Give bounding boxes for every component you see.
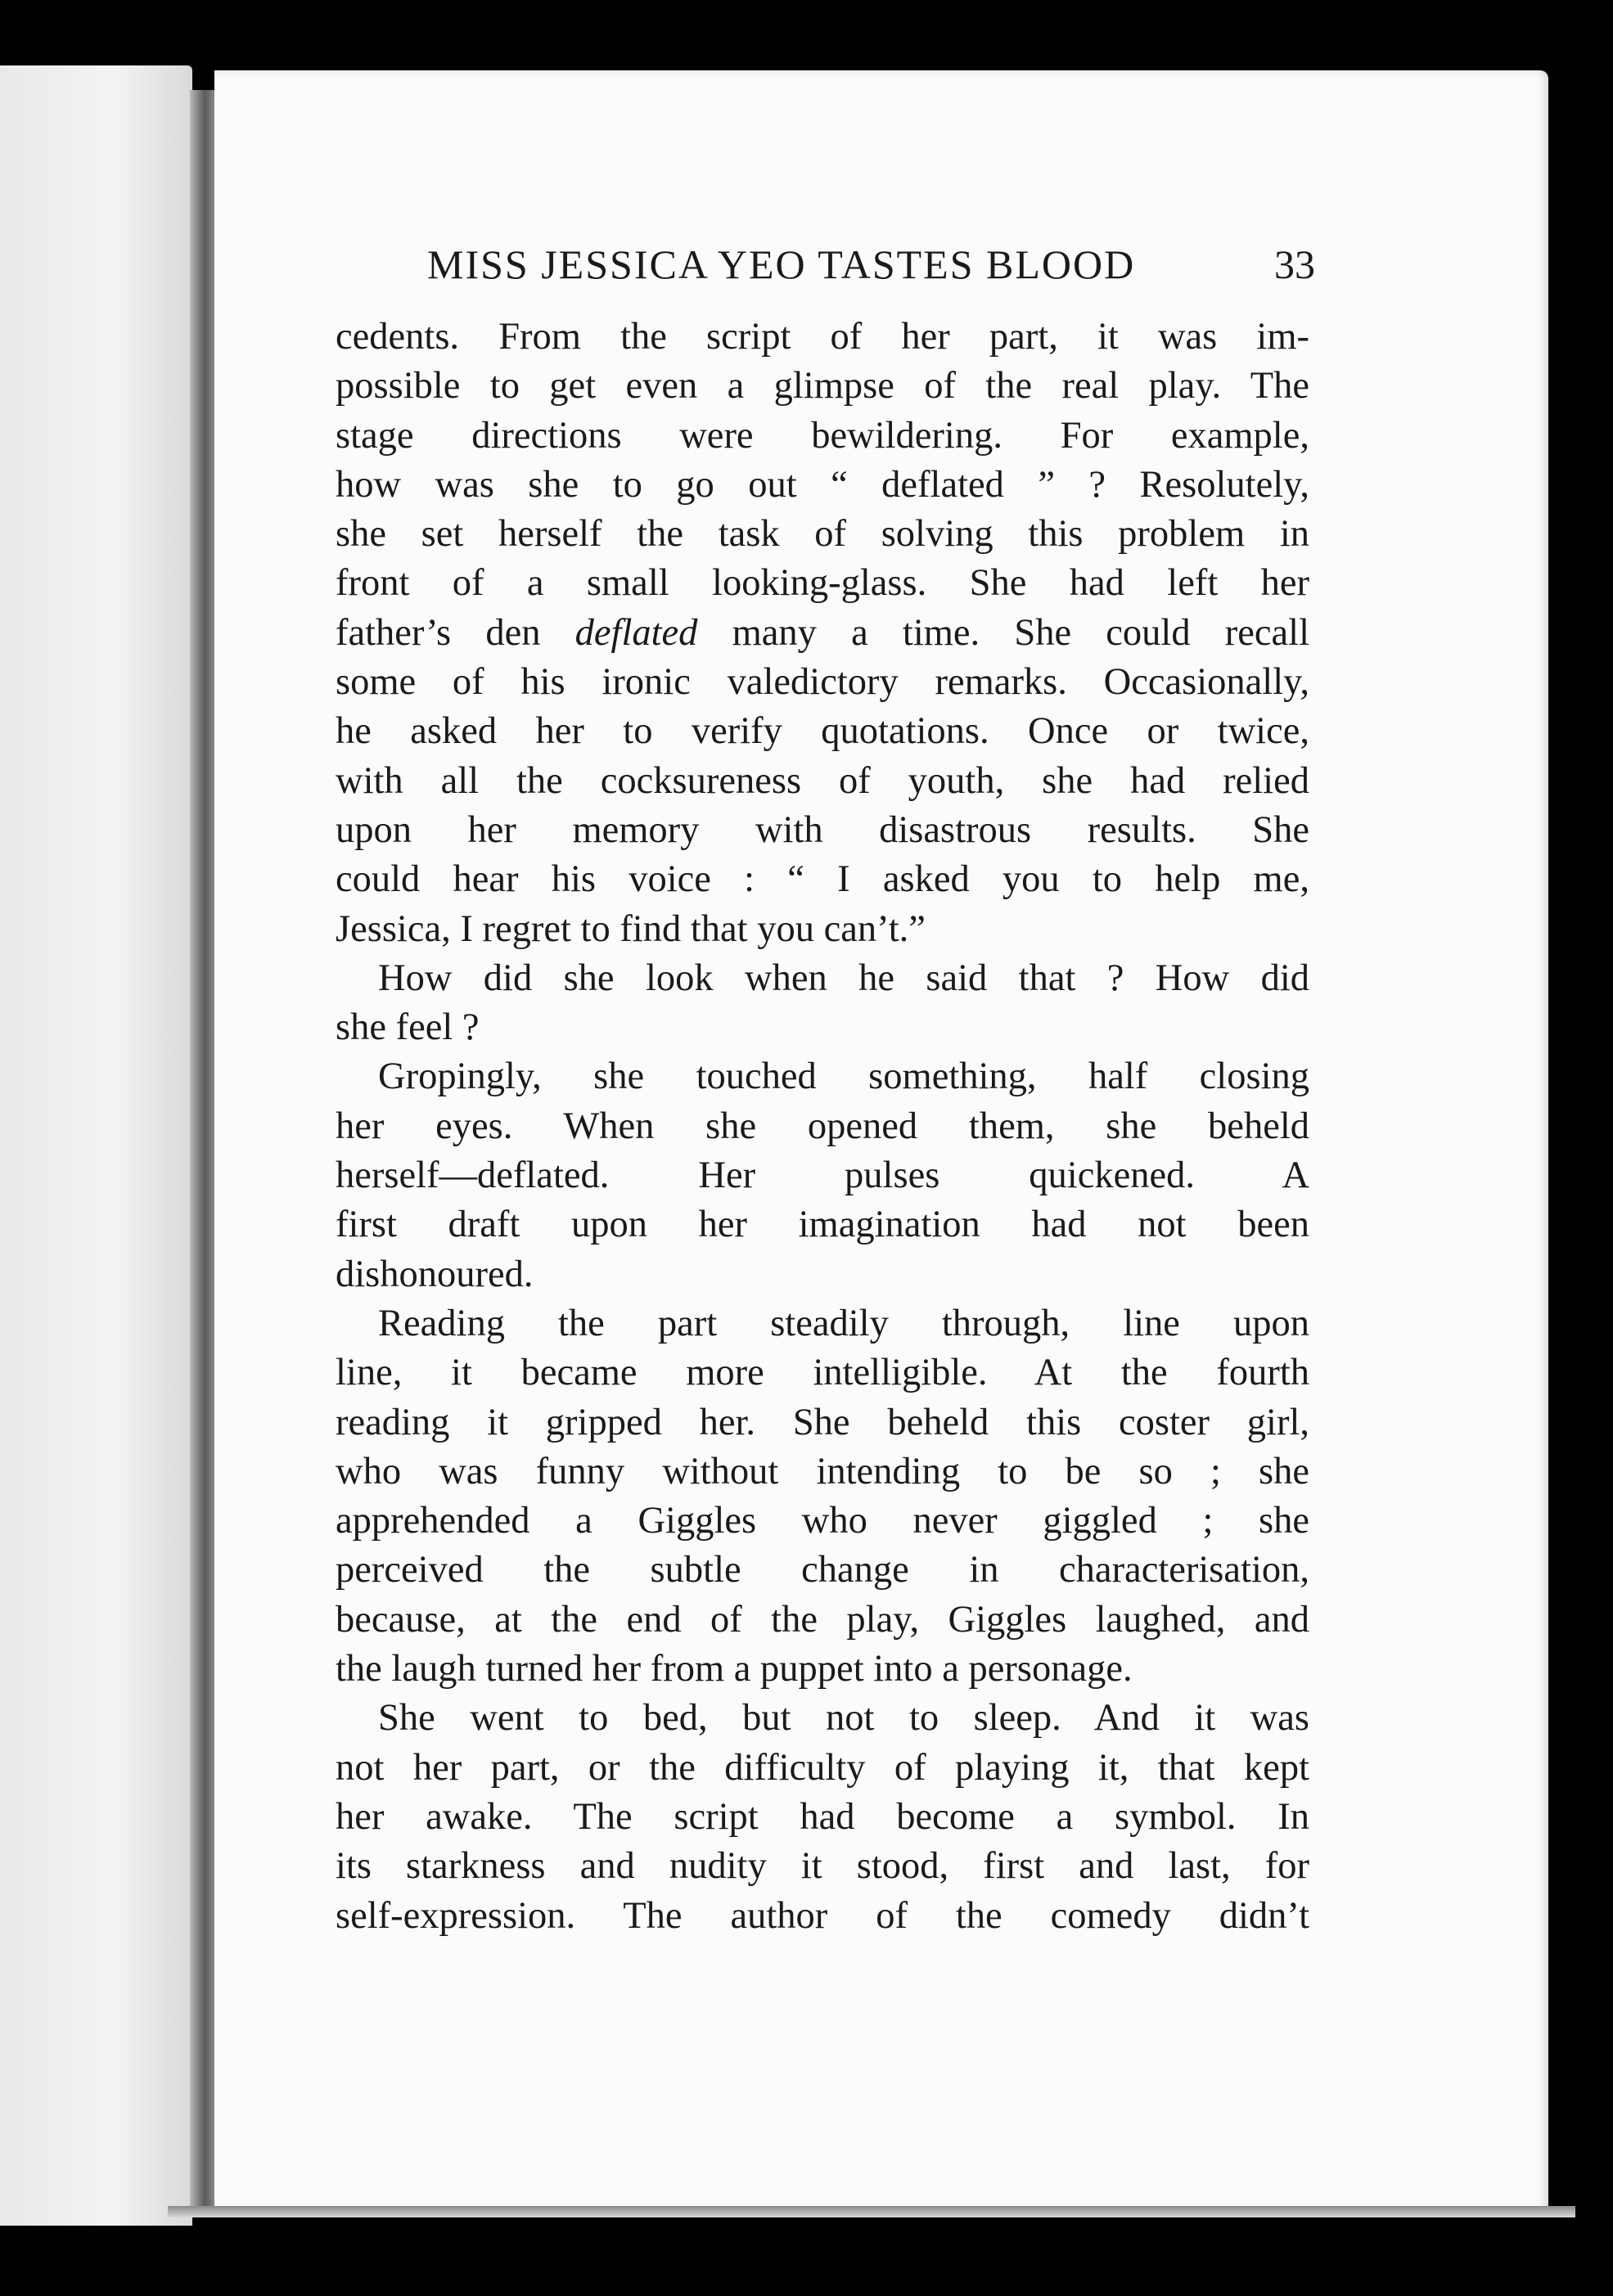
text-line: he asked her to verify quotations. Once or twice,	[336, 710, 1309, 753]
text-line: not her part, or the difficulty of playing it, that kept	[336, 1746, 1309, 1789]
text-line: apprehended a Giggles who never giggled ; she	[336, 1500, 1309, 1542]
text-line: Reading the part steadily through, line upon	[378, 1302, 1309, 1344]
text-line: How did she look when he said that ? How did	[378, 957, 1309, 999]
italic-word: deflated	[574, 611, 698, 654]
text-line: upon her memory with disastrous results. She	[336, 808, 1309, 851]
page-number: 33	[1274, 241, 1315, 287]
text-line	[336, 609, 1309, 658]
text-line: how was she to go out “ deflated ” ? Resolutely,	[336, 463, 1309, 506]
running-title: MISS JESSICA YEO TASTES BLOOD	[427, 241, 1136, 287]
text-line: could hear his voice : “ I asked you to help me,	[336, 858, 1309, 901]
text-line: Jessica, I regret to find that you can’t.”	[336, 907, 926, 950]
text-line: herself—deflated. Her pulses quickened. A	[336, 1155, 1309, 1197]
text-line: with all the cocksureness of youth, she had relied	[336, 759, 1309, 802]
book-gutter	[190, 90, 218, 2209]
text-run: father’s den	[336, 611, 575, 654]
text-line: perceived the subtle change in characterisation,	[336, 1549, 1309, 1591]
text-line: front of a small looking-glass. She had left her	[336, 562, 1309, 605]
text-line: who was funny without intending to be so ; she	[336, 1450, 1309, 1492]
running-head	[393, 229, 1346, 303]
text-line: line, it became more intelligible. At the fourth	[336, 1352, 1309, 1394]
text-line: cedents. From the script of her part, it was im-	[336, 316, 1309, 358]
text-line: Gropingly, she touched something, half closing	[378, 1056, 1309, 1098]
text-line: dishonoured.	[336, 1253, 534, 1295]
text-line: She went to bed, but not to sleep. And it was	[378, 1697, 1309, 1740]
text-line: her eyes. When she opened them, she beheld	[336, 1105, 1309, 1147]
text-line: some of his ironic valedictory remarks. Occasionally,	[336, 661, 1309, 704]
text-line: self-expression. The author of the comedy didn’t	[336, 1894, 1309, 1937]
text-line: possible to get even a glimpse of the real play. The	[336, 365, 1309, 407]
body-text	[336, 313, 1309, 1941]
text-line: her awake. The script had become a symbol. In	[336, 1795, 1309, 1838]
text-line: stage directions were bewildering. For example,	[336, 414, 1309, 457]
text-run: many a time. She could recall	[697, 611, 1309, 654]
text-line: first draft upon her imagination had not been	[336, 1204, 1309, 1246]
facing-page-edge	[0, 65, 192, 2226]
text-line: she feel ?	[336, 1006, 480, 1049]
text-line: she set herself the task of solving this problem in	[336, 513, 1309, 556]
page-bottom-edge	[168, 2206, 1575, 2217]
text-line: because, at the end of the play, Giggles laughed, and	[336, 1598, 1309, 1641]
text-line: reading it gripped her. She beheld this coster girl,	[336, 1401, 1309, 1443]
text-line: the laugh turned her from a puppet into a personage.	[336, 1648, 1133, 1690]
text-line: its starkness and nudity it stood, first and last, for	[336, 1845, 1309, 1888]
